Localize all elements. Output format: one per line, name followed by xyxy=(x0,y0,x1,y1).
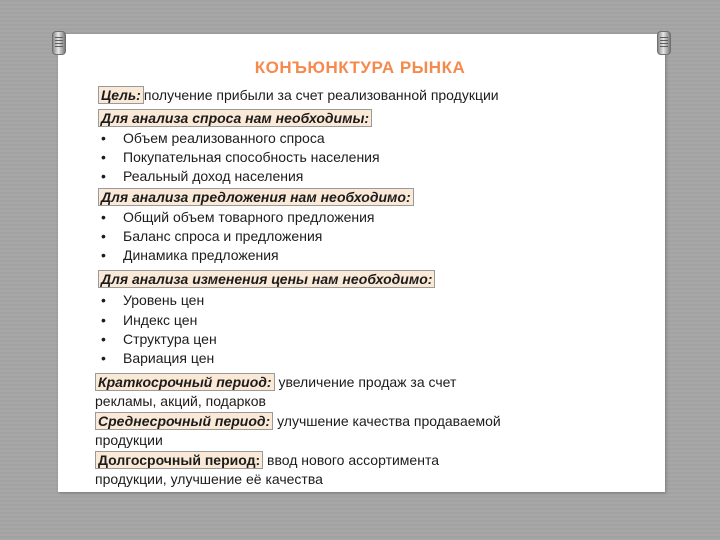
mid-period: Среднесрочный период: улучшение качества продаваемой xyxy=(95,412,501,430)
short-period-cont: рекламы, акций, подарков xyxy=(95,393,266,409)
list-item: • Динамика предложения xyxy=(101,247,279,263)
slide-title: КОНЪЮНКТУРА РЫНКА xyxy=(254,58,466,77)
demand-heading: Для анализа спроса нам необходимы: xyxy=(98,109,372,127)
list-item: • Индекс цен xyxy=(101,312,198,328)
list-item: • Общий объем товарного предложения xyxy=(101,209,375,225)
list-item: • Уровень цен xyxy=(101,292,205,308)
short-period: Краткосрочный период: увеличение продаж за счет xyxy=(95,373,456,391)
supply-heading: Для анализа предложения нам необходимо: xyxy=(98,188,414,206)
long-period: Долгосрочный период: ввод нового ассортимента xyxy=(95,451,439,469)
goal-text: получение прибыли за счет реализованной продукции xyxy=(143,87,499,103)
long-period-cont: продукции, улучшение её качества xyxy=(95,471,323,487)
list-item: • Вариация цен xyxy=(101,350,215,366)
mid-period-cont: продукции xyxy=(95,432,163,448)
price-heading: Для анализа изменения цены нам необходимо: xyxy=(98,270,435,288)
list-item: • Покупательная способность населения xyxy=(101,149,380,165)
screw-icon xyxy=(657,31,671,55)
list-item: • Структура цен xyxy=(101,331,217,347)
list-item: • Объем реализованного спроса xyxy=(101,130,325,146)
screw-icon xyxy=(52,31,66,55)
list-item: • Баланс спроса и предложения xyxy=(101,228,323,244)
goal-label: Цель: xyxy=(98,86,144,104)
list-item: • Реальный доход населения xyxy=(101,168,304,184)
goal-line xyxy=(98,86,499,104)
